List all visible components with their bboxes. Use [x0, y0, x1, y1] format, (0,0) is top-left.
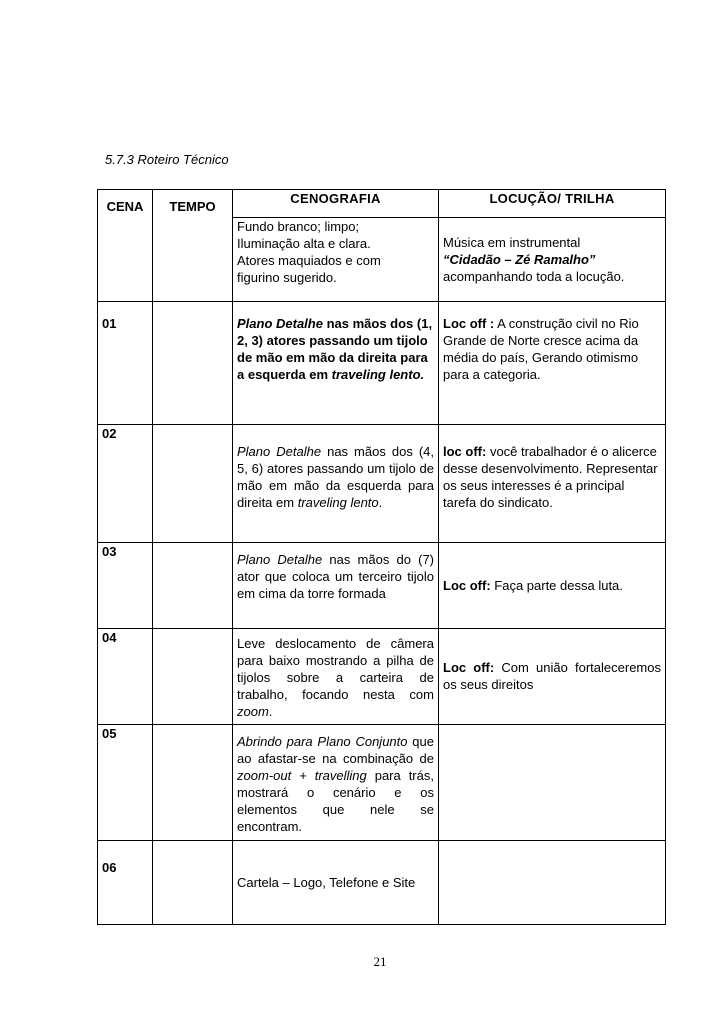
cen-text: para trás, mostrará o cenário e os elementos que nele se encontram. [237, 768, 434, 834]
tempo-cell [153, 629, 233, 725]
cen-text: zoom [237, 704, 269, 719]
locucao-cell [439, 425, 666, 543]
tempo-cell [153, 841, 233, 925]
cen-text: travelling [314, 768, 367, 783]
tempo-cell [153, 302, 233, 425]
cen-text: Abrindo para Plano Conjunto [237, 734, 408, 749]
cen-text: Plano Detalhe [237, 316, 323, 331]
loc-label: Loc off: [443, 660, 495, 675]
tempo-cell [153, 543, 233, 629]
scene-number: 02 [98, 425, 153, 543]
cen-text: Cartela – Logo, Telefone e Site [237, 875, 416, 890]
cen-text: lento. [389, 367, 425, 382]
locucao-cell [439, 302, 666, 425]
scene-number: 06 [98, 841, 153, 925]
loc-label: Loc off: [443, 578, 491, 593]
header-tempo: TEMPO [153, 190, 233, 302]
locucao-song: “Cidadão – Zé Ramalho” [443, 252, 596, 267]
table-row [98, 629, 666, 725]
loc-text: Faça parte dessa luta. [490, 578, 623, 593]
locucao-cell [439, 543, 666, 629]
loc-text: você trabalhador é o alicerce desse desenvolvimento. Representar os seus interesses é a principal tarefa do sindicato. [443, 444, 658, 510]
locucao-cell [439, 725, 666, 841]
cenografia-line: Atores maquiados e com [237, 253, 381, 268]
table-row [98, 425, 666, 543]
cen-text: nas mãos do (7) ator que coloca um terceiro tijolo em cima da torre formada [237, 552, 435, 601]
table-row [98, 543, 666, 629]
table-row [98, 841, 666, 925]
cen-text: que ao afastar-se na combinação de [237, 734, 435, 766]
section-title: 5.7.3 Roteiro Técnico [105, 152, 229, 167]
table-row [98, 302, 666, 425]
cen-text: nas mãos dos (1, 2, 3) atores passando um tijolo de mão em mão da direita para a esquerda em [237, 316, 433, 382]
cenografia-cell [233, 725, 439, 841]
page-number: 21 [373, 954, 387, 969]
scene-number: 01 [98, 302, 153, 425]
locucao-cell [439, 841, 666, 925]
locucao-line: Música em instrumental [443, 235, 581, 250]
cen-text: Leve deslocamento de câmera para baixo mostrando a pilha de tijolos sobre a carteira de trabalho, focando nesta com [237, 636, 434, 702]
cenografia-line: Iluminação alta e clara. [237, 236, 371, 251]
scene-number: 05 [98, 725, 153, 841]
header-cenografia: CENOGRAFIA [233, 190, 439, 218]
loc-text: Com união fortaleceremos os seus direitos [443, 660, 661, 692]
locucao-cell [439, 629, 666, 725]
cen-text: . [268, 704, 273, 719]
cenografia-line: Fundo branco; limpo; [237, 219, 360, 234]
header-cenografia-desc [233, 218, 439, 302]
tempo-cell [153, 725, 233, 841]
table-header-row [98, 190, 666, 218]
cenografia-cell [233, 425, 439, 543]
cenografia-cell [233, 841, 439, 925]
cen-text: traveling [331, 367, 386, 382]
cen-text: Plano Detalhe [237, 552, 323, 567]
loc-text: A construção civil no Rio Grande de Norte cresce acima da média do país, Gerando otimismo para a categoria. [443, 316, 639, 382]
cen-text: Plano Detalhe [237, 444, 322, 459]
cen-text [307, 768, 315, 783]
scene-number: 03 [98, 543, 153, 629]
cenografia-cell [233, 302, 439, 425]
header-locucao: LOCUÇÃO/ TRILHA [439, 190, 666, 218]
cen-text: nas mãos dos (4, 5, 6) atores passando um tijolo de mão em mão da esquerda para direita em [237, 444, 435, 510]
header-locucao-desc [439, 218, 666, 302]
loc-label: Loc off : [443, 316, 495, 331]
table-row [98, 725, 666, 841]
header-cena: CENA [98, 190, 153, 302]
cen-text: traveling lento [297, 495, 379, 510]
loc-label: loc off: [443, 444, 487, 459]
tempo-cell [153, 425, 233, 543]
cen-text: . [378, 495, 383, 510]
roteiro-tecnico-table [97, 189, 666, 925]
cenografia-cell [233, 543, 439, 629]
cenografia-line: figurino sugerido. [237, 270, 337, 285]
locucao-line: acompanhando toda a locução. [443, 269, 625, 284]
cen-text: zoom-out + [237, 768, 307, 783]
cenografia-cell [233, 629, 439, 725]
scene-number: 04 [98, 629, 153, 725]
